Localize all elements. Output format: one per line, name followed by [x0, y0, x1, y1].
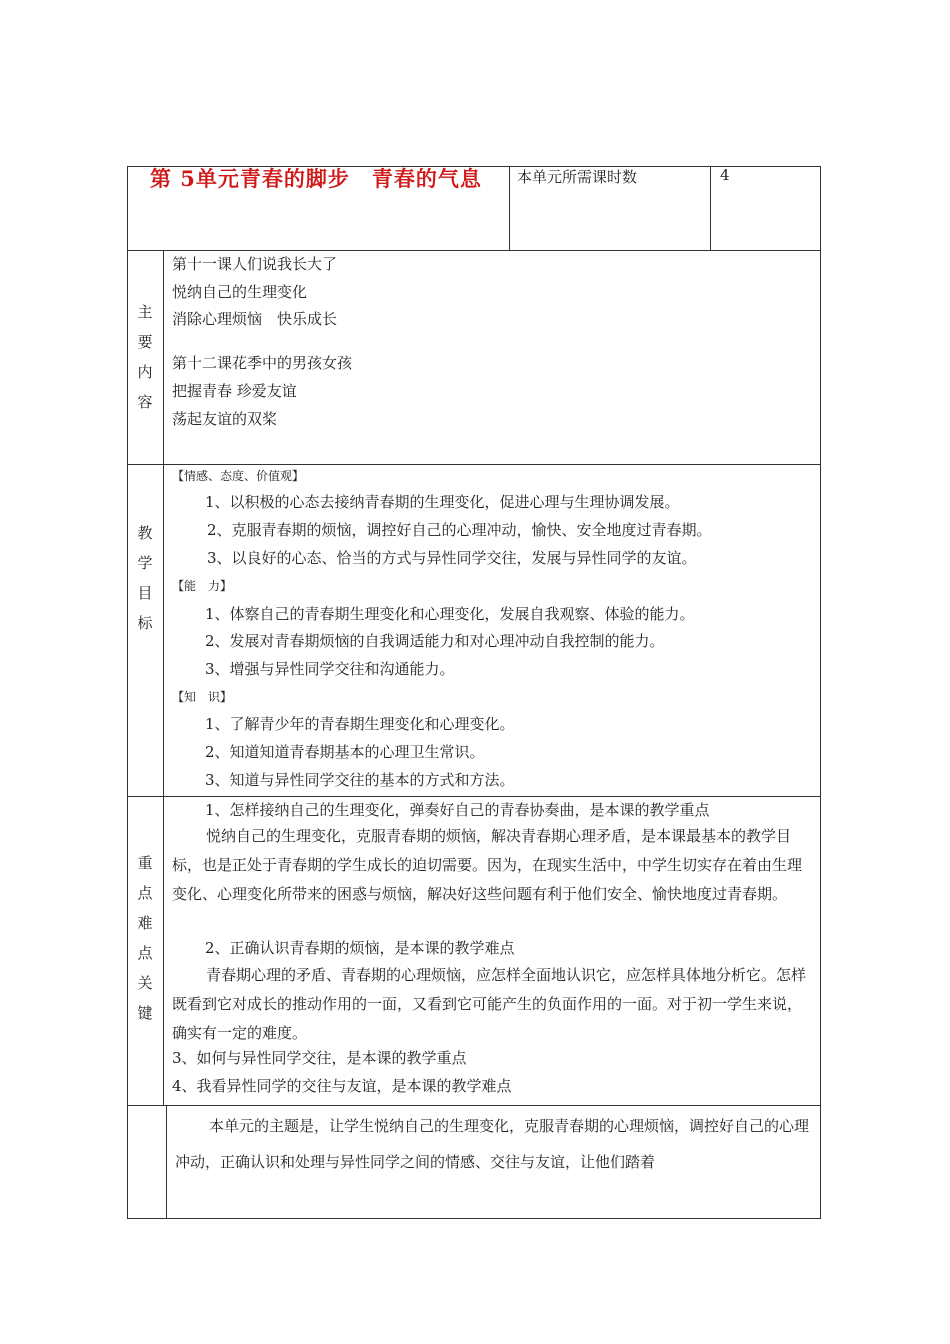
content-line: 消除心理烦恼 快乐成长	[172, 310, 338, 328]
hours-value: 4	[720, 166, 730, 184]
label-char: 点	[137, 884, 153, 902]
goal-item: 2、发展对青春期烦恼的自我调适能力和对心理冲动自我控制的能力。	[205, 632, 665, 650]
label-char: 内	[137, 363, 153, 381]
label-char: 教	[137, 524, 153, 542]
content-line: 荡起友谊的双桨	[172, 410, 278, 428]
paragraph-text: 青春期心理的矛盾、青春期的心理烦恼，应怎样全面地认识它，应怎样具体地分析它。怎样既看到它对成长的推动作用的一面，又看到它可能产生的负面作用的一面。对于初一学生来说，确实有一定的难度。	[172, 966, 807, 1042]
goal-item: 1、了解青少年的青春期生理变化和心理变化。	[205, 715, 515, 733]
key-point: 1、怎样接纳自己的生理变化，弹奏好自己的青春协奏曲，是本课的教学重点	[205, 801, 710, 819]
header-divider	[710, 166, 711, 250]
goal-item: 2、克服青春期的烦恼，调控好自己的心理冲动，愉快、安全地度过青春期。	[207, 521, 712, 539]
label-column-divider	[166, 1105, 167, 1218]
teaching-goals-label	[127, 518, 163, 638]
key-point: 3、如何与异性同学交往，是本课的教学重点	[172, 1049, 467, 1067]
goal-item: 3、知道与异性同学交往的基本的方式和方法。	[205, 771, 515, 789]
label-char: 容	[137, 393, 153, 411]
label-char: 关	[137, 974, 153, 992]
content-line: 第十一课人们说我长大了	[172, 255, 338, 273]
label-column-divider	[163, 250, 164, 1105]
label-char: 标	[137, 614, 153, 632]
label-char: 点	[137, 944, 153, 962]
label-char: 目	[137, 584, 153, 602]
goal-item: 2、知道知道青春期基本的心理卫生常识。	[205, 743, 485, 761]
paragraph-text: 悦纳自己的生理变化，克服青春期的烦恼，解决青春期心理矛盾，是本课最基本的教学目标，也是正处于青春期的学生成长的迫切需要。因为，在现实生活中，中学生切实存在着由生理变化、心理变化所带来的困惑与烦恼，解决好这些问题有利于他们安全、愉快地度过青春期。	[172, 827, 803, 903]
knowledge-heading: 【知 识】	[172, 690, 233, 704]
table-bottom-border	[127, 1218, 820, 1219]
goal-item: 1、体察自己的青春期生理变化和心理变化，发展自我观察、体验的能力。	[205, 605, 695, 623]
label-char: 重	[137, 854, 153, 872]
unit-title: 第 5单元青春的脚步 青春的气息	[150, 166, 482, 191]
main-content-label	[127, 297, 163, 417]
row-divider	[127, 1105, 820, 1106]
key-point: 4、我看异性同学的交往与友谊，是本课的教学难点	[172, 1077, 512, 1095]
hours-label: 本单元所需课时数	[517, 168, 638, 186]
row-divider	[127, 250, 820, 251]
label-char: 键	[137, 1004, 153, 1022]
label-char: 学	[137, 554, 153, 572]
header-divider	[509, 166, 510, 250]
row-divider	[127, 796, 820, 797]
content-line: 第十二课花季中的男孩女孩	[172, 354, 353, 372]
summary-text: 本单元的主题是，让学生悦纳自己的生理变化，克服青春期的心理烦恼，调控好自己的心理冲动，正确认识和处理与异性同学之间的情感、交往与友谊，让他们踏着	[175, 1117, 810, 1171]
content-line: 悦纳自己的生理变化	[172, 283, 308, 301]
row-divider	[127, 464, 820, 465]
key-points-label	[127, 848, 163, 1028]
label-char: 难	[137, 914, 153, 932]
goal-item: 3、增强与异性同学交往和沟通能力。	[205, 660, 455, 678]
key-point: 2、正确认识青春期的烦恼，是本课的教学难点	[205, 939, 515, 957]
table-right-border	[820, 166, 821, 1219]
goal-item: 1、以积极的心态去接纳青春期的生理变化，促进心理与生理协调发展。	[205, 493, 680, 511]
key-point-paragraph	[172, 961, 812, 1048]
ability-heading: 【能 力】	[172, 579, 233, 593]
content-line: 把握青春 珍爱友谊	[172, 382, 297, 400]
label-char: 要	[137, 333, 153, 351]
key-point-paragraph	[172, 822, 812, 909]
label-char: 主	[137, 303, 153, 321]
goal-item: 3、以良好的心态、恰当的方式与异性同学交往，发展与异性同学的友谊。	[207, 549, 697, 567]
summary-paragraph	[175, 1108, 811, 1180]
emotion-heading: 【情感、态度、价值观】	[172, 469, 305, 483]
